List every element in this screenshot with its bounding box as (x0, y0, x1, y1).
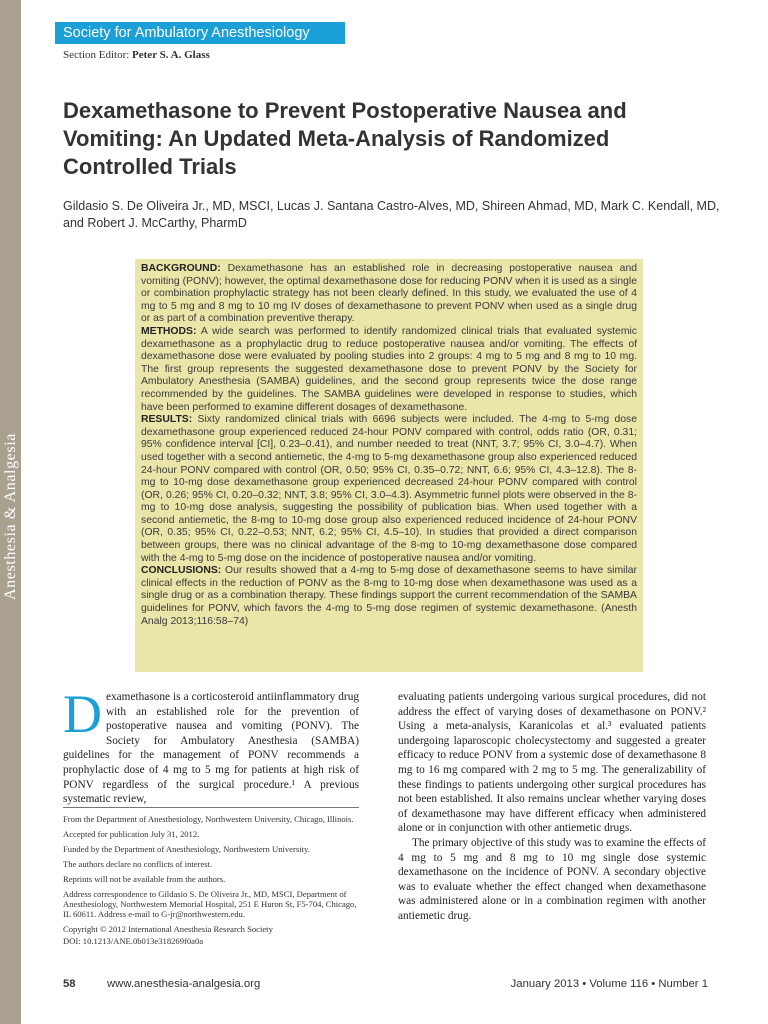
background-label: BACKGROUND: (141, 263, 221, 274)
footnote-divider (63, 807, 359, 808)
methods-text: A wide search was performed to identify randomized clinical trials that evaluated systemic dexamethasone as a prophylactic drug to reduce postoperative nausea and/or vomiting. The effects of dexamethasone dose were evaluated by pooling studies into 2 groups: 4 mg to 5 mg and 8 mg to 10 mg. The first group represents the suggested dexamethasone dose to prevent PONV by the Society for Ambulatory Anesthesia (SAMBA) guidelines, and the second group represents twice the dose range recommended by the guidelines. The SAMBA guidelines were developed in response to studies, which have been performed to examine different dosages of dexamethasone. (141, 325, 637, 413)
footnote-correspondence: Address correspondence to Gildasio S. De Oliveira Jr., MD, MSCI, Department of Anesthesiology, Northwestern Memorial Hospital, 251 E Huron St, F5-704, Chicago, IL 60611. Address e-mail to G-jr@northwestern.edu. (63, 888, 357, 920)
article-title: Dexamethasone to Prevent Postoperative Nausea and Vomiting: An Updated Meta-Analysis of Randomized Controlled Trials (63, 98, 627, 179)
abstract-conclusions (141, 565, 637, 628)
intro-paragraph (63, 684, 359, 807)
results-text: Sixty randomized clinical trials with 6696 subjects were included. The 4-mg to 5-mg dose dexamethasone group experienced reduced 24-hour PONV compared with control, odds ratio (OR, 0.31; 95% confidence interval [CI], 0.23–0.41), and number needed to treat (NNT, 3.7; 95% CI, 3.0–4.7). When used together with a second antiemetic, the 4-mg to 5-mg dexamethasone group also experienced reduced 24-hour PONV compared with control (OR, 0.50; 95% CI, 0.35–0.72; NNT, 6.6; 95% CI, 4.3–12.8). The 8-mg to 10-mg dose dexamethasone group experienced decreased 24-hour PONV compared with control (OR, 0.26; 95% CI, 0.20–0.32; NNT, 3.8; 95% CI, 3.0–4.3). Asymmetric funnel plots were observed in the 8-mg to 10-mg dose analysis, suggesting the possibility of publication bias. When used together with a second antiemetic, the 8-mg to 10-mg dose group also experienced reduced incidence of 24-hour PONV (OR, 0.35; 95% CI, 0.22–0.53; NNT, 6.2; 95% CI, 4.5–10). In studies that provided a direct comparison between groups, there was no clinical advantage of the 8-mg to 10-mg dexamethasone dose compared with the 4-mg to 5-mg dose on the incidence of postoperative nausea and/or vomiting. (141, 414, 637, 564)
journal-name-vertical: Anesthesia & Analgesia (2, 433, 19, 600)
abstract-results (141, 414, 637, 565)
author-list: Gildasio S. De Oliveira Jr., MD, MSCI, Lucas J. Santana Castro-Alves, MD, Shireen Ahmad, MD, Mark C. Kendall, MD, and Robert J. McCarthy, PharmD (63, 199, 720, 230)
body-left-column (63, 684, 359, 807)
section-editor (63, 49, 210, 61)
section-editor-label: Section Editor: (63, 49, 130, 61)
drop-cap: D (63, 684, 102, 744)
abstract-methods (141, 326, 637, 414)
body-paragraph-1: evaluating patients undergoing various surgical procedures, did not address the effect of varying doses of dexamethasone on PONV.² Using a meta-analysis, Karanicolas et al.³ evaluated patients undergoing laparoscopic cholecystectomy and suggested a greater efficacy to reduce PONV from a systemic dose of dexamethasone 8 mg to 16 mg compared with 2 mg to 5 mg. The generalizability of these findings to patients undergoing other surgical procedures has not been established. It also remains unclear whether varying doses of dexamethasone may have different efficacy when administered alone or in conjunction with other antiemetic drugs. (398, 691, 706, 835)
footnote-doi: DOI: 10.1213/ANE.0b013e318269f0a0a (63, 935, 204, 946)
conclusions-label: CONCLUSIONS: (141, 565, 222, 577)
conclusions-text: Our results showed that a 4-mg to 5-mg dose of dexamethasone seems to have similar clinical effects in the reduction of PONV as the 8-mg to 10-mg dose when dexamethasone was used as a single drug or as a combination therapy. These findings support the current recommendation of the SAMBA guidelines for PONV, which favors the 4-mg to 5-mg dose regimen of systemic dexamethasone. (Anesth Analg 2013;116:58–74) (141, 565, 638, 627)
results-label: RESULTS: (141, 414, 193, 426)
society-banner: Society for Ambulatory Anesthesiology (55, 22, 345, 44)
intro-text: examethasone is a corticosteroid antiinflammatory drug with an established role for the prevention of postoperative nausea and vomiting (PONV). The Society for Ambulatory Anesthesia (SAMBA) guidelines for the management of PONV recommends a prophylactic dose of 4 mg to 5 mg for patients at high risk of PONV regardless of the surgical procedure.¹ A previous systematic review, (63, 691, 359, 806)
body-paragraph-2: The primary objective of this study was to examine the effects of 4 mg to 5 mg and 8 mg to 10 mg single dose systemic dexamethasone on the incidence of PONV. A secondary objective was to evaluate whether the effect changed when dexamethasone was administered alone or in a combination regimen with another antiemetic drug. (398, 836, 706, 922)
footnote-copyright: Copyright © 2012 International Anesthesia Research Society (63, 924, 273, 935)
page-footer (63, 978, 708, 994)
page-number: 58 (63, 978, 76, 990)
abstract-box (135, 259, 643, 672)
footnote-affiliation: From the Department of Anesthesiology, Northwestern University, Chicago, Illinois. (63, 814, 354, 824)
footnotes (63, 814, 359, 951)
methods-label: METHODS: (141, 325, 197, 337)
abstract-background (141, 263, 637, 326)
issue-info: January 2013 • Volume 116 • Number 1 (510, 978, 708, 990)
section-editor-name: Peter S. A. Glass (132, 49, 210, 61)
journal-sidebar (0, 0, 21, 1024)
journal-website-link[interactable]: www.anesthesia-analgesia.org (107, 978, 261, 990)
body-right-column (398, 690, 706, 924)
footnote-funding: Funded by the Department of Anesthesiology, Northwestern University. (63, 843, 310, 854)
footnote-conflicts: The authors declare no conflicts of interest. (63, 858, 213, 869)
footnote-accepted: Accepted for publication July 31, 2012. (63, 828, 200, 839)
footnote-reprints: Reprints will not be available from the authors. (63, 873, 226, 884)
background-text: Dexamethasone has an established role in decreasing postoperative nausea and vomiting (PONV); however, the optimal dexamethasone dose for reducing PONV when it is used as a single or combination prophylactic strategy has not been clearly defined. In this study, we evaluated the use of 4 mg to 5 mg and 8 mg to 10 mg IV doses of dexamethasone to prevent PONV when used as a single drug or as part of a combination preventive therapy. (141, 263, 637, 325)
